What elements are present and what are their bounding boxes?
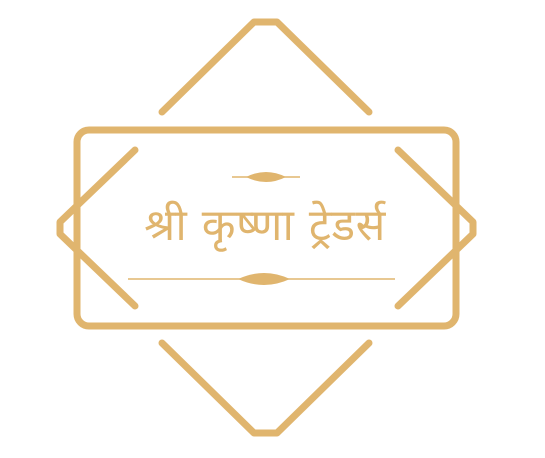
diamond-top-edge xyxy=(162,22,369,112)
divider-ornament-icon xyxy=(128,273,395,285)
diamond-bottom-edge xyxy=(162,343,369,433)
top-ornament-icon xyxy=(232,172,300,182)
brand-name: श्री कृष्णा ट्रेडर्स xyxy=(144,200,386,251)
